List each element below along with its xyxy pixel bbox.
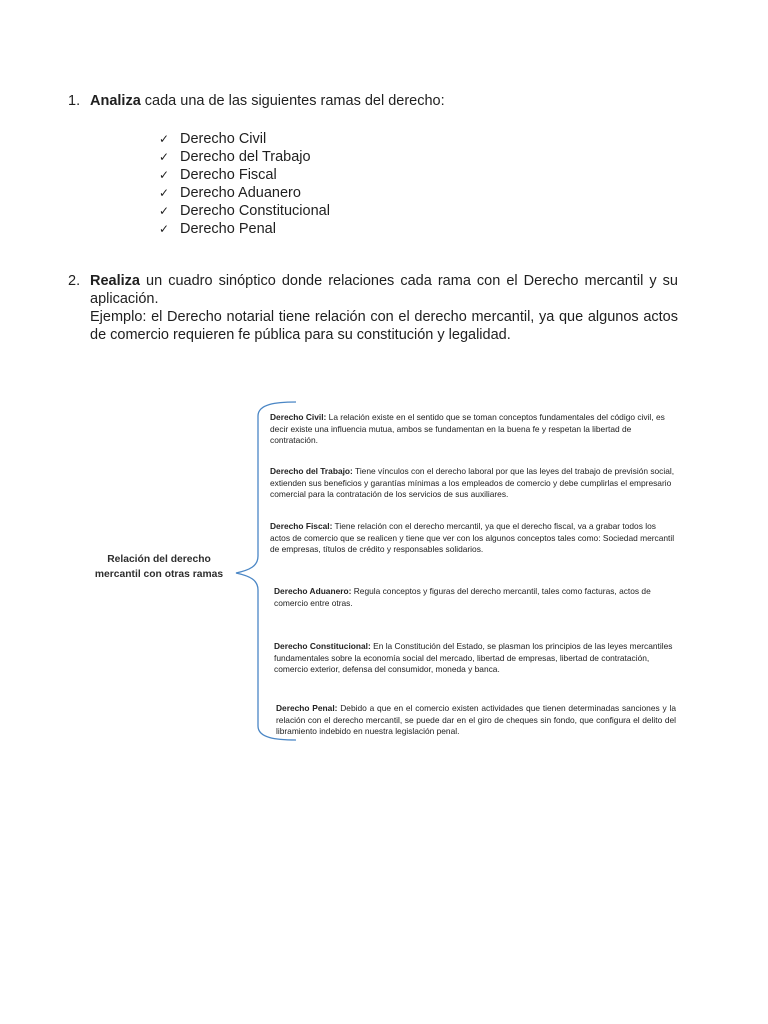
checklist-item-label: Derecho Constitucional — [180, 203, 330, 219]
branch-text: Regula conceptos y figuras del derecho mercantil, tales como facturas, actos de comercio entre otras. — [274, 586, 651, 608]
question-2-number: 2. — [68, 273, 81, 289]
question-2-lead: Realiza — [90, 273, 140, 289]
check-icon: ✓ — [159, 186, 170, 200]
branch-derecho-civil — [270, 412, 676, 447]
diagram-root-label: Relación del derecho mercantil con otras ramas — [94, 554, 224, 580]
branch-text: Tiene relación con el derecho mercantil, ya que el derecho fiscal, va a grabar todos los actos de comercio que se realicen y tiene que ver con los algunos conceptos tales como: Sociedad mercantil de empresas, títulos de crédito y responsables solidarios. — [270, 521, 675, 555]
branch-title: Derecho Constitucional: — [274, 641, 371, 651]
branch-text: Debido a que en el comercio existen actividades que tienen determinadas sanciones y la relación con el derecho mercantil, se puede dar en el giro de cheques sin fondo, que configura el delito del libramiento indebido en nuestra legislación penal. — [276, 703, 676, 737]
checklist-item-label: Derecho Civil — [180, 131, 267, 147]
brace-path — [236, 402, 296, 740]
branch-title: Derecho Civil: — [270, 412, 327, 422]
branch-derecho-constitucional — [274, 641, 674, 676]
branch-title: Derecho Penal: — [276, 703, 338, 713]
check-icon: ✓ — [159, 150, 170, 164]
checklist-item-label: Derecho Fiscal — [180, 167, 277, 183]
check-icon: ✓ — [159, 132, 170, 146]
branch-derecho-fiscal — [270, 521, 676, 556]
checklist-item-label: Derecho del Trabajo — [180, 149, 311, 165]
branch-title: Derecho Aduanero: — [274, 586, 352, 596]
question-1-lead: Analiza — [90, 93, 141, 109]
branch-derecho-del-trabajo — [270, 466, 676, 501]
check-icon: ✓ — [159, 204, 170, 218]
branch-text: Tiene vínculos con el derecho laboral por que las leyes del trabajo de previsión social, extienden sus beneficios y garantías mínimas a los empleados de comercio y debe cumplirlas el empresario comercial para la contratación de los servicios de sus auxiliares. — [270, 466, 675, 500]
branch-derecho-penal — [276, 703, 676, 738]
question-2-text: un cuadro sinóptico donde relaciones cada rama con el Derecho mercantil y su aplicación. — [90, 273, 678, 307]
question-1-number: 1. — [68, 93, 81, 109]
branch-text: En la Constitución del Estado, se plasman los principios de las leyes mercantiles fundamentales sobre la economía social del mercado, libertad de empresas, libertad de contratación, comercio exterior, defensa del consumidor, moneda y banca. — [274, 641, 673, 675]
check-icon: ✓ — [159, 168, 170, 182]
branch-title: Derecho Fiscal: — [270, 521, 333, 531]
checklist-item-label: Derecho Penal — [180, 221, 276, 237]
branch-derecho-aduanero — [274, 586, 674, 609]
branch-text: La relación existe en el sentido que se toman conceptos fundamentales del código civil, es decir existe una influencia mutua, ambos se fundamentan en la buena fe y respetan la libertad de contratación. — [270, 412, 665, 446]
branch-title: Derecho del Trabajo: — [270, 466, 353, 476]
checklist-item-label: Derecho Aduanero — [180, 185, 301, 201]
question-2-example: Ejemplo: el Derecho notarial tiene relación con el derecho mercantil, ya que algunos actos de comercio requieren fe pública para su constitución y legalidad. — [90, 309, 678, 343]
question-1-text: cada una de las siguientes ramas del derecho: — [140, 93, 445, 109]
check-icon: ✓ — [159, 222, 170, 236]
